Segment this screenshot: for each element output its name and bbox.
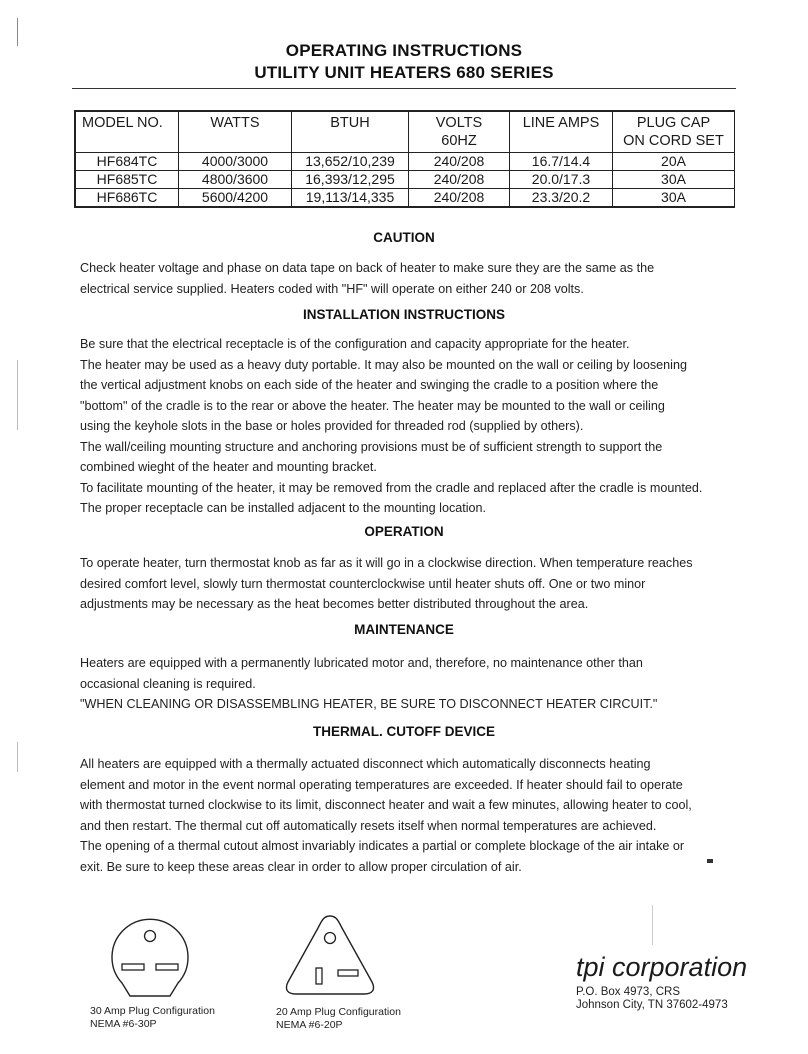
operation-text <box>80 553 740 615</box>
header-plug-cap: PLUG CAP ON CORD SET <box>613 111 735 153</box>
text-line: The proper receptacle can be installed adjacent to the mounting location. <box>80 501 487 515</box>
text-line: The heater may be used as a heavy duty portable. It may also be mounted on the wall or ceiling by loosening <box>80 357 687 372</box>
text-line: occasional cleaning is required. <box>80 676 256 691</box>
text-line: exit. Be sure to keep these areas clear in order to allow proper circulation of air. <box>80 859 522 874</box>
cell-plug-cap: 30A <box>613 189 735 208</box>
cell-watts: 5600/4200 <box>179 189 292 208</box>
cell-watts: 4800/3600 <box>179 171 292 189</box>
text-line: Be sure that the electrical receptacle is of the configuration and capacity appropriate for the heater. <box>80 337 630 351</box>
cell-line-amps: 23.3/20.2 <box>510 189 613 208</box>
scan-artifact <box>17 18 18 46</box>
cell-line-amps: 16.7/14.4 <box>510 153 613 171</box>
cell-btuh: 13,652/10,239 <box>292 153 409 171</box>
header-watts: WATTS <box>179 111 292 153</box>
scan-artifact <box>17 360 18 430</box>
text-line: "WHEN CLEANING OR DISASSEMBLING HEATER, BE SURE TO DISCONNECT HEATER CIRCUIT." <box>80 697 658 711</box>
caution-text <box>80 258 740 299</box>
header-btuh: BTUH <box>292 111 409 153</box>
title-rule <box>72 88 736 89</box>
cell-model: HF684TC <box>75 153 179 171</box>
caution-heading: CAUTION <box>373 230 435 245</box>
thermal-cutoff-heading: THERMAL. CUTOFF DEVICE <box>313 724 495 739</box>
header-volts: VOLTS 60HZ <box>409 111 510 153</box>
caption-line: 30 Amp Plug Configuration <box>90 1005 215 1017</box>
header-line-amps: LINE AMPS <box>510 111 613 153</box>
address-line: P.O. Box 4973, CRS <box>576 986 680 998</box>
text-line: adjustments may be necessary as the heat becomes better distributed throughout the area. <box>80 597 589 611</box>
address-line: Johnson City, TN 37602-4973 <box>576 999 728 1011</box>
maintenance-heading: MAINTENANCE <box>354 622 454 637</box>
text-line: element and motor in the event normal operating temperatures are exceeded. If heater should fail to operate <box>80 777 683 792</box>
text-line: The wall/ceiling mounting structure and anchoring provisions must be of sufficient strength to support the <box>80 439 663 454</box>
text-line: electrical service supplied. Heaters coded with "HF" will operate on either 240 or 208 volts. <box>80 281 584 296</box>
company-address <box>576 986 728 1012</box>
20-amp-plug-icon <box>282 912 378 998</box>
cell-btuh: 16,393/12,295 <box>292 171 409 189</box>
scan-artifact <box>652 905 653 945</box>
cell-line-amps: 20.0/17.3 <box>510 171 613 189</box>
30-amp-plug-icon <box>100 910 200 1002</box>
title-line-1: OPERATING INSTRUCTIONS <box>285 41 523 60</box>
text-line: desired comfort level, slowly turn thermostat counterclockwise until heater shuts off. One or two minor <box>80 576 646 591</box>
header-model: MODEL NO. <box>75 111 179 153</box>
text-line: To operate heater, turn thermostat knob as far as it will go in a clockwise direction. When temperature reaches <box>80 556 693 570</box>
text-line: Check heater voltage and phase on data tape on back of heater to make sure they are the same as the <box>80 261 655 275</box>
installation-text <box>80 334 740 519</box>
text-line: All heaters are equipped with a thermally actuated disconnect which automatically disconnects heating <box>80 757 651 771</box>
company-name: tpi corporation <box>576 952 748 982</box>
30-amp-plug-caption <box>90 1005 215 1031</box>
text-line: To facilitate mounting of the heater, it may be removed from the cradle and replaced after the cradle is mounted. <box>80 480 703 495</box>
text-line: the vertical adjustment knobs on each side of the heater and swinging the cradle to a position where the <box>80 378 659 392</box>
text-line: "bottom" of the cradle is to the rear or above the heater. The heater may be mounted to the wall or ceiling <box>80 398 665 413</box>
table-row <box>75 189 735 208</box>
thermal-cutoff-text <box>80 754 740 877</box>
text-line: and then restart. The thermal cut off automatically resets itself when normal temperatures are achieved. <box>80 818 657 833</box>
caption-line: NEMA #6-30P <box>90 1018 157 1030</box>
title-line-2: UTILITY UNIT HEATERS 680 SERIES <box>254 63 554 82</box>
operation-heading: OPERATION <box>364 524 444 539</box>
table-row <box>75 171 735 189</box>
table-header-row <box>75 111 735 153</box>
cell-plug-cap: 30A <box>613 171 735 189</box>
cell-plug-cap: 20A <box>613 153 735 171</box>
maintenance-text <box>80 653 740 715</box>
caption-line: NEMA #6-20P <box>276 1019 343 1031</box>
scan-artifact <box>17 742 18 772</box>
cell-volts: 240/208 <box>409 189 510 208</box>
text-line: The opening of a thermal cutout almost invariably indicates a partial or complete blockage of the air intake or <box>80 839 685 853</box>
installation-heading: INSTALLATION INSTRUCTIONS <box>303 307 505 322</box>
cell-watts: 4000/3000 <box>179 153 292 171</box>
cell-btuh: 19,113/14,335 <box>292 189 409 208</box>
text-line: with thermostat turned clockwise to its limit, disconnect heater and wait a few minutes, allowing heater to cool, <box>80 798 692 812</box>
caption-line: 20 Amp Plug Configuration <box>276 1006 401 1018</box>
cell-volts: 240/208 <box>409 171 510 189</box>
text-line: combined wieght of the heater and mounting bracket. <box>80 460 377 474</box>
cell-model: HF685TC <box>75 171 179 189</box>
scan-artifact <box>707 859 713 863</box>
text-line: using the keyhole slots in the base or holes provided for threaded rod (supplied by others). <box>80 419 584 433</box>
spec-table <box>74 110 735 208</box>
document-title <box>0 40 808 84</box>
text-line: Heaters are equipped with a permanently lubricated motor and, therefore, no maintenance other than <box>80 656 643 670</box>
20-amp-plug-caption <box>276 1006 401 1032</box>
cell-model: HF686TC <box>75 189 179 208</box>
cell-volts: 240/208 <box>409 153 510 171</box>
table-row <box>75 153 735 171</box>
